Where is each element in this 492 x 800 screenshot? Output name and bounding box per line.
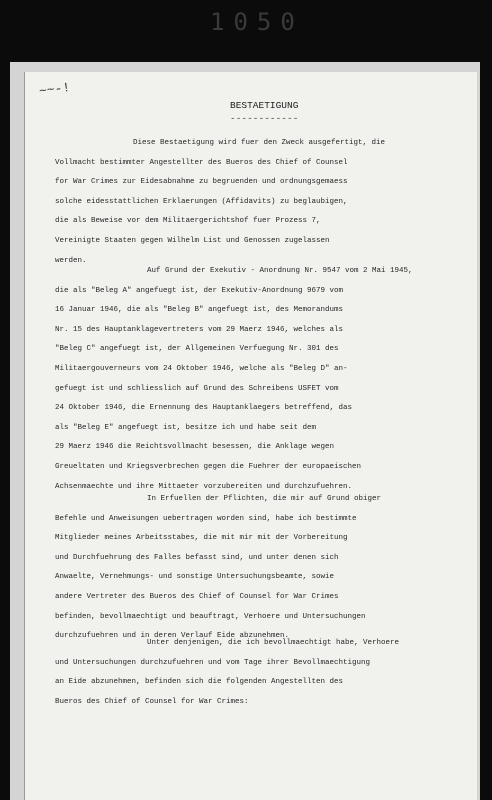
text-line: solche eidesstattlichen Erklaerungen (Affidavits) zu beglaubigen, <box>55 197 348 206</box>
text-line: die als Beweise vor dem Militaergerichtshof fuer Prozess 7, <box>55 217 321 226</box>
text-line: die als "Beleg A" angefuegt ist, der Exekutiv-Anordnung 9679 vom <box>55 286 344 295</box>
text-line: Nr. 15 des Hauptanklagevertreters vom 29 Maerz 1946, welches als <box>55 325 344 334</box>
document-page <box>24 72 477 800</box>
text-line: an Eide abzunehmen, befinden sich die folgenden Angestellten des <box>55 678 344 687</box>
text-line: Militaergouverneurs vom 24 Oktober 1946, welche als "Beleg D" an- <box>55 364 348 373</box>
text-line: Greueltaten und Kriegsverbrechen gegen die Fuehrer der europaeischen <box>55 462 362 471</box>
text-line: befinden, bevollmaechtigt und beauftragt, Verhoere und Untersuchungen <box>55 612 366 621</box>
text-line: als "Beleg E" angefuegt ist, besitze ich und habe seit dem <box>55 423 317 432</box>
text-line: for War Crimes zur Eidesabnahme zu begruenden und ordnungsgemaess <box>55 178 348 187</box>
frame-number: 1050 <box>210 8 304 36</box>
text-line: und Untersuchungen durchzufuehren und vom Tage ihrer Bevollmaechtigung <box>55 658 371 667</box>
text-line: 24 Oktober 1946, die Ernennung des Hauptanklaegers betreffend, das <box>55 404 353 413</box>
title-underline: ------------ <box>230 113 299 124</box>
paragraph-purpose <box>55 134 455 271</box>
text-line: Mitglieder meines Arbeitsstabes, die mit mir mit der Vorbereitung <box>55 534 348 543</box>
text-line: Befehle und Anweisungen uebertragen worden sind, habe ich bestimmte <box>55 514 357 523</box>
paragraph-staff-list-intro <box>55 634 455 712</box>
text-line: Vollmacht bestimmter Angestellter des Bueros des Chief of Counsel <box>55 158 348 167</box>
text-line: Vereinigte Staaten gegen Wilhelm List und Genossen zugelassen <box>55 236 330 245</box>
text-line: Anwaelte, Vernehmungs- und sonstige Untersuchungsbeamte, sowie <box>55 573 335 582</box>
paragraph-delegation <box>55 490 455 647</box>
text-line: andere Vertreter des Bueros des Chief of Counsel for War Crimes <box>55 592 339 601</box>
text-line: durchzufuehren und in deren Verlauf Eide abzunehmen. <box>55 632 290 641</box>
text-line: Unter denjenigen, die ich bevollmaechtigt habe, Verhoere <box>147 639 400 647</box>
text-line: Auf Grund der Exekutiv - Anordnung Nr. 9547 vom 2 Mai 1945, <box>147 267 413 275</box>
corner-mark: ~~-! <box>38 79 72 100</box>
text-line: Achsenmaechte und ihre Mittaeter vorzubereiten und durchzufuehren. <box>55 482 353 491</box>
text-line: In Erfuellen der Pflichten, die mir auf Grund obiger <box>147 495 382 503</box>
text-line: Bueros des Chief of Counsel for War Crimes: <box>55 697 249 706</box>
paragraph-authority <box>55 262 455 497</box>
document-title: BESTAETIGUNG <box>230 100 299 111</box>
text-line: Diese Bestaetigung wird fuer den Zweck ausgefertigt, die <box>133 139 386 147</box>
text-line: und Durchfuehrung des Falles befasst sind, und unter denen sich <box>55 553 339 562</box>
text-line: gefuegt ist und schliesslich auf Grund des Schreibens USFET vom <box>55 384 339 393</box>
text-line: 16 Januar 1946, die als "Beleg B" angefuegt ist, des Memorandums <box>55 306 344 315</box>
text-line: 29 Maerz 1946 die Reichtsvollmacht besessen, die Anklage wegen <box>55 443 335 452</box>
text-line: werden. <box>55 256 87 265</box>
text-line: "Beleg C" angefuegt ist, der Allgemeinen Verfuegung Nr. 301 des <box>55 345 339 354</box>
